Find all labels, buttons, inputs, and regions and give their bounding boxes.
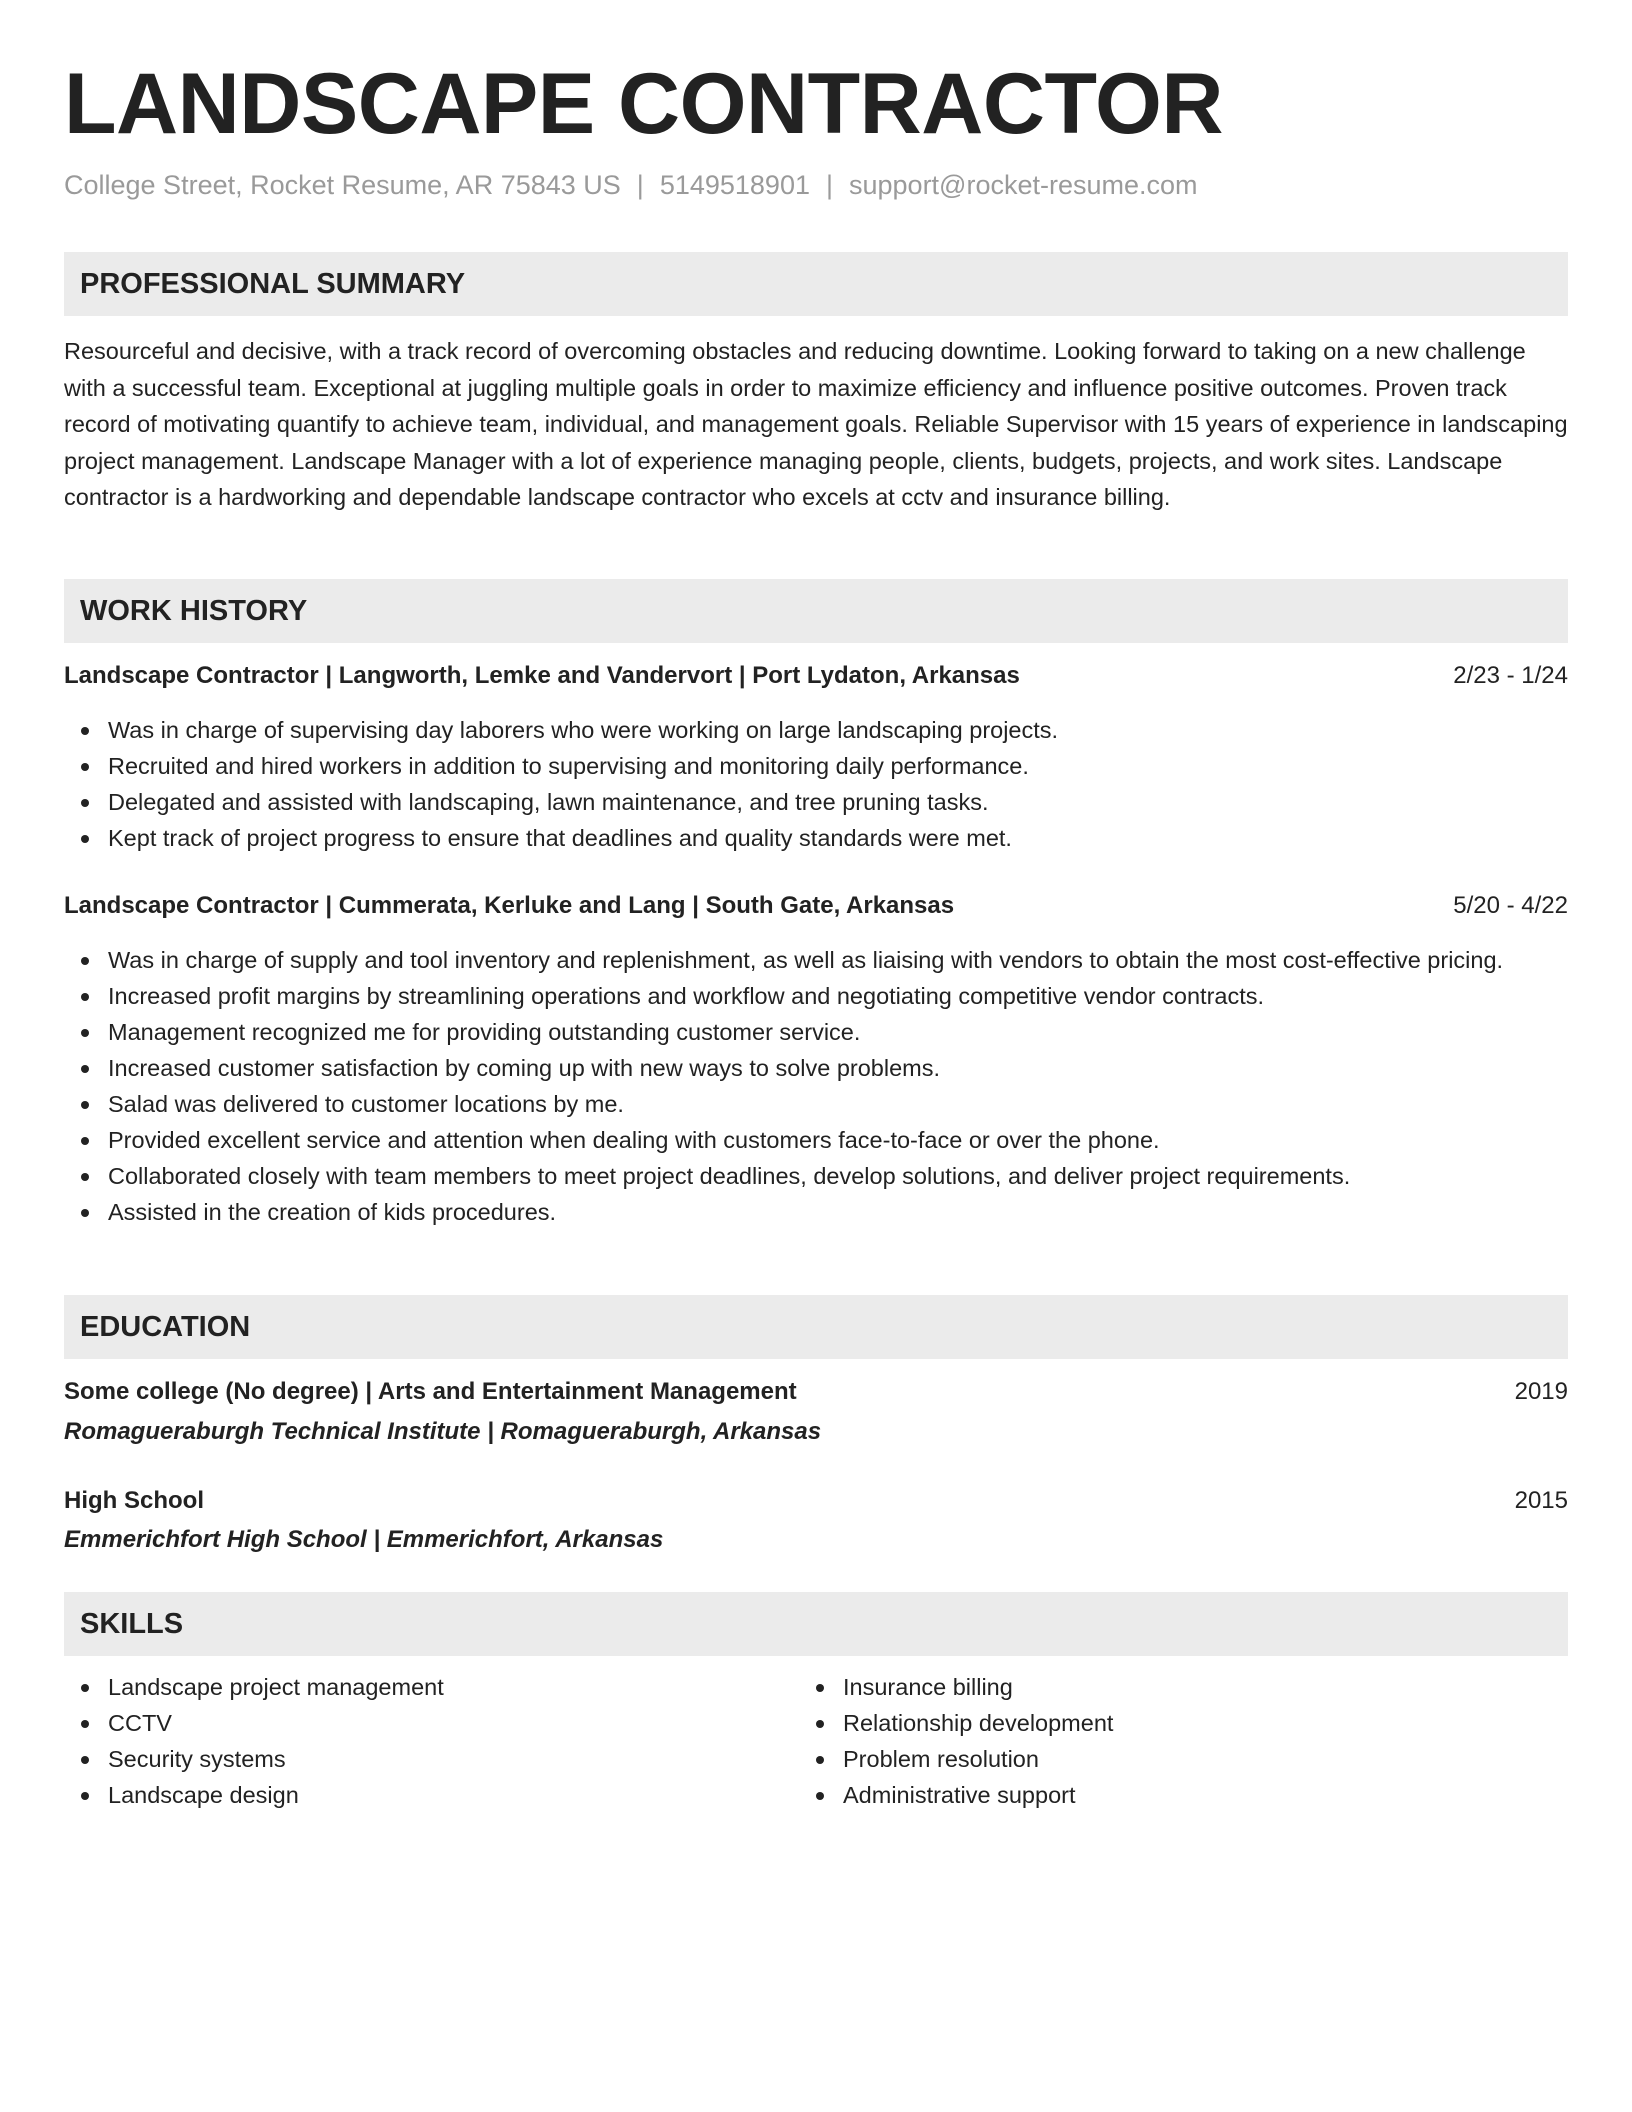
list-item: Relationship development [799, 1705, 1499, 1741]
job-header [64, 657, 1568, 695]
graduation-year: 2015 [1514, 1487, 1568, 1514]
education-header [64, 1373, 1568, 1411]
graduation-year: 2019 [1514, 1378, 1568, 1405]
list-item: Recruited and hired workers in addition to supervising and monitoring daily performance. [64, 748, 1568, 784]
list-item: Provided excellent service and attention when dealing with customers face-to-face or over the phone. [64, 1122, 1568, 1158]
job-bullets [64, 712, 1568, 856]
skills-list [64, 1669, 764, 1813]
list-item: Landscape project management [64, 1669, 764, 1705]
school-name: Emmerichfort High School | Emmerichfort, Arkansas [64, 1526, 664, 1553]
list-item: Assisted in the creation of kids procedures. [64, 1194, 1568, 1230]
list-item: Security systems [64, 1741, 764, 1777]
email: support@rocket-resume.com [849, 170, 1198, 200]
list-item: Administrative support [799, 1777, 1499, 1813]
list-item: Salad was delivered to customer locations by me. [64, 1086, 1568, 1122]
section-heading-skills: SKILLS [64, 1592, 1568, 1656]
school-name: Romagueraburgh Technical Institute | Romagueraburgh, Arkansas [64, 1418, 822, 1445]
job-header [64, 887, 1568, 925]
list-item: Kept track of project progress to ensure that deadlines and quality standards were met. [64, 820, 1568, 856]
list-item: Insurance billing [799, 1669, 1499, 1705]
phone: 5149518901 [659, 170, 810, 200]
job-dates: 5/20 - 4/22 [1453, 892, 1568, 919]
address: College Street, Rocket Resume, AR 75843 US [64, 170, 621, 200]
contact-line [64, 165, 1198, 205]
job-dates: 2/23 - 1/24 [1453, 662, 1568, 689]
section-heading-summary: PROFESSIONAL SUMMARY [64, 252, 1568, 316]
job-title: Landscape Contractor | Cummerata, Kerluke and Lang | South Gate, Arkansas [64, 892, 955, 919]
list-item: Increased profit margins by streamlining operations and workflow and negotiating competitive vendor contracts. [64, 978, 1568, 1014]
list-item: Collaborated closely with team members to meet project deadlines, develop solutions, and deliver project requirements. [64, 1158, 1568, 1194]
list-item: Management recognized me for providing outstanding customer service. [64, 1014, 1568, 1050]
skills-list [799, 1669, 1499, 1813]
degree: High School [64, 1487, 204, 1514]
education-header [64, 1482, 1568, 1520]
contact-separator: | [825, 170, 833, 200]
list-item: Was in charge of supply and tool inventory and replenishment, as well as liaising with vendors to obtain the most cost-effective pricing. [64, 942, 1568, 978]
summary-text: Resourceful and decisive, with a track record of overcoming obstacles and reducing downtime. Looking forward to taking on a new challenge with a successful team. Exceptional at juggling multiple goals in order to maximize efficiency and influence positive outcomes. Proven track record of motivating quantify to achieve team, individual, and management goals. Reliable Supervisor with 15 years of experience in landscaping project management. Landscape Manager with a lot of experience managing people, clients, budgets, projects, and work sites. Landscape contractor is a hardworking and dependable landscape contractor who excels at cctv and insurance billing. [64, 338, 1568, 510]
list-item: CCTV [64, 1705, 764, 1741]
degree: Some college (No degree) | Arts and Entertainment Management [64, 1378, 797, 1405]
section-heading-work-history: WORK HISTORY [64, 579, 1568, 643]
list-item: Delegated and assisted with landscaping, lawn maintenance, and tree pruning tasks. [64, 784, 1568, 820]
list-item: Landscape design [64, 1777, 764, 1813]
list-item: Was in charge of supervising day laborers who were working on large landscaping projects. [64, 712, 1568, 748]
candidate-name: LANDSCAPE CONTRACTOR [64, 56, 1223, 152]
job-title: Landscape Contractor | Langworth, Lemke and Vandervort | Port Lydaton, Arkansas [64, 662, 1020, 689]
list-item: Increased customer satisfaction by coming up with new ways to solve problems. [64, 1050, 1568, 1086]
job-bullets [64, 942, 1568, 1230]
section-heading-education: EDUCATION [64, 1295, 1568, 1359]
contact-separator: | [636, 170, 644, 200]
list-item: Problem resolution [799, 1741, 1499, 1777]
